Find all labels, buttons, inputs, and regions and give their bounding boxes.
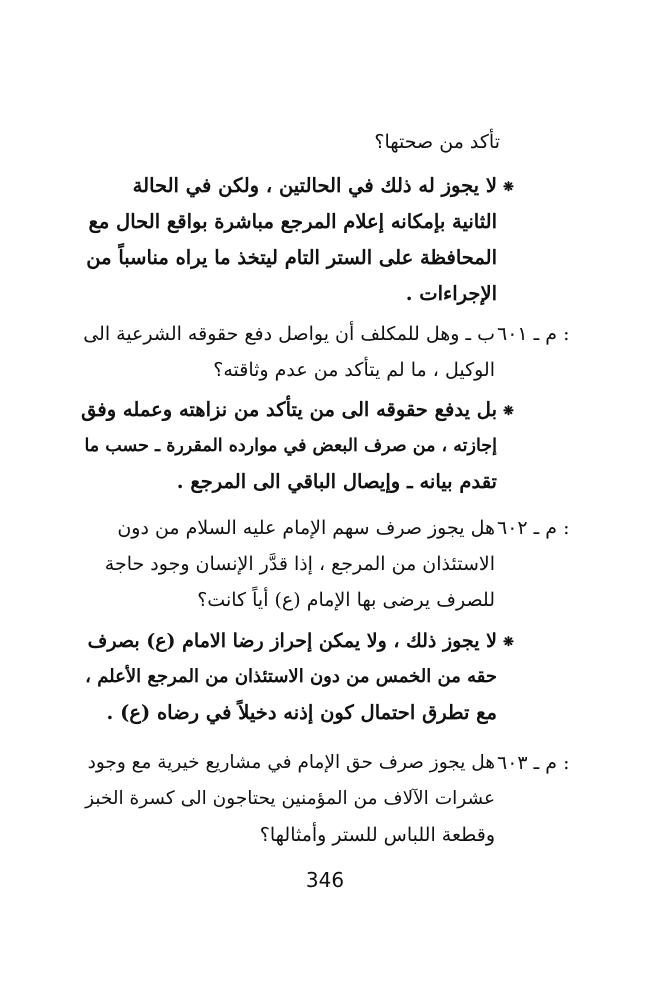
question-line: الاستئذان من المرجع ، إذا قدَّر الإنسان وجود حاجة xyxy=(104,553,495,575)
question-line: وقطعة اللباس للستر وأمثالها؟ xyxy=(259,824,495,846)
answer-line: الثانية بإمكانه إعلام المرجع مباشرة بواقع الحال مع xyxy=(88,210,497,233)
answer-line: بل يدفع حقوقه الى من يتأكد من نزاهته وعمله وفق xyxy=(81,398,497,421)
answer-line: حقه من الخمس من دون الاستئذان من المرجع الأعلم ، xyxy=(85,666,497,687)
answer-line: لا يجوز له ذلك في الحالتين ، ولكن في الحالة xyxy=(132,174,497,197)
question-number: م ـ ٦٠٣ : xyxy=(497,752,570,774)
answer-star-icon: ❋ xyxy=(503,404,514,419)
question-602 xyxy=(80,510,495,618)
answer-600 xyxy=(80,168,497,312)
question-line: ب ـ وهل للمكلف أن يواصل دفع حقوقه الشرعية الى xyxy=(83,323,495,345)
question-number: م ـ ٦٠١ : xyxy=(497,323,570,345)
answer-602 xyxy=(80,623,497,731)
intro-text xyxy=(80,124,500,160)
answer-line: مع تطرق احتمال كون إذنه دخيلاً في رضاه (ع) . xyxy=(106,701,497,724)
question-601 xyxy=(80,316,495,388)
question-line: عشرات الآلاف من المؤمنين يحتاجون الى كسرة الخبز xyxy=(85,788,495,809)
question-line: للصرف يرضى بها الإمام (ع) أياً كانت؟ xyxy=(197,589,495,611)
answer-line: تقدم بيانه ـ وإيصال الباقي الى المرجع . xyxy=(176,470,497,493)
question-number: م ـ ٦٠٢ : xyxy=(497,517,570,539)
answer-star-icon: ❋ xyxy=(503,180,514,195)
answer-line: إجازته ، من صرف البعض في موارده المقررة ـ حسب ما xyxy=(84,436,497,456)
intro-line: تأكد من صحتها؟ xyxy=(374,131,500,153)
answer-line: المحافظة على الستر التام ليتخذ ما يراه مناسباً من xyxy=(86,246,497,269)
answer-line: الإجراءات . xyxy=(405,282,497,305)
question-line: هل يجوز صرف حق الإمام في مشاريع خيرية مع وجود xyxy=(87,752,495,773)
question-line: هل يجوز صرف سهم الإمام عليه السلام من دون xyxy=(117,517,495,539)
answer-line: لا يجوز ذلك ، ولا يمكن إحراز رضا الامام (ع) بصرف xyxy=(87,630,497,652)
answer-601 xyxy=(80,392,497,500)
page-number: 346 xyxy=(305,868,345,892)
question-603 xyxy=(80,745,495,853)
question-line: الوكيل ، ما لم يتأكد من عدم وثاقته؟ xyxy=(213,359,495,381)
answer-star-icon: ❋ xyxy=(503,635,514,650)
